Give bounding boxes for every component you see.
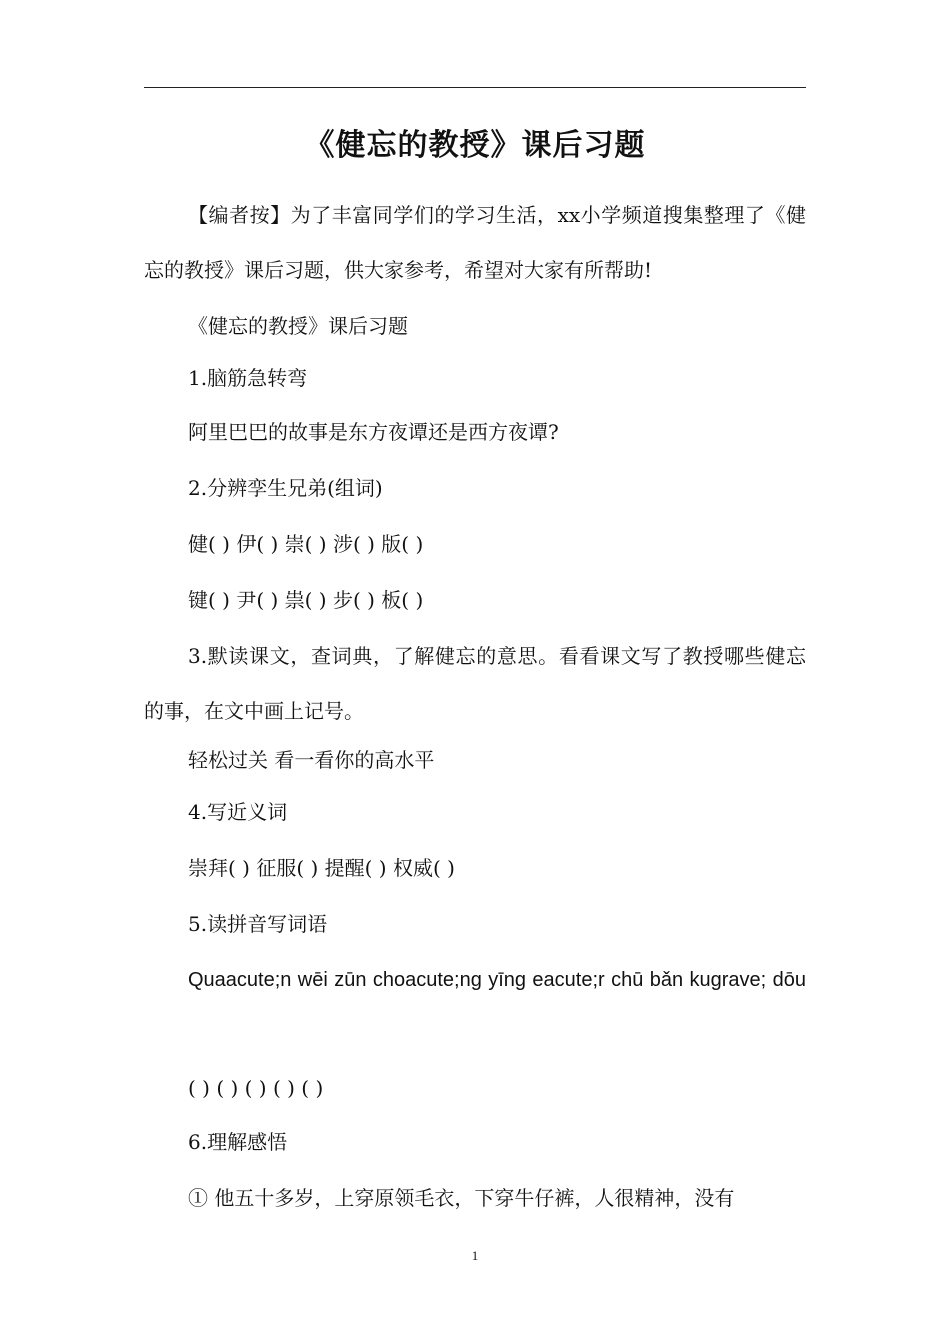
question-6-heading: 6.理解感悟 <box>188 1130 288 1154</box>
question-6-item-1: ① 他五十多岁，上穿原领毛衣，下穿牛仔裤，人很精神，没有 <box>188 1186 735 1210</box>
question-5-heading: 5.读拼音写词语 <box>188 912 328 936</box>
header-rule <box>144 87 806 88</box>
document-title: 《健忘的教授》课后习题 <box>304 128 646 163</box>
question-2-row-2: 键( ) 尹( ) 祟( ) 步( ) 板( ) <box>188 588 424 612</box>
question-4-heading: 4.写近义词 <box>188 800 288 824</box>
question-3: 3.默读课文，查词典，了解健忘的意思。看看课文写了教授哪些健忘的事，在文中画上记号。 <box>144 644 806 723</box>
question-4-text: 崇拜( ) 征服( ) 提醒( ) 权威( ) <box>188 856 455 880</box>
question-2-row-1: 健( ) 伊( ) 崇( ) 涉( ) 版( ) <box>188 532 424 556</box>
section-heading: 轻松过关 看一看你的高水平 <box>188 748 435 772</box>
editor-note: 【编者按】为了丰富同学们的学习生活，xx小学频道搜集整理了《健忘的教授》课后习题，供大家参考，希望对大家有所帮助! <box>144 203 806 282</box>
question-5-pinyin: Quaacute;n wēi zūn choacute;ng yīng eacute;r chū bǎn kugrave; dōu <box>188 969 806 991</box>
question-1-text: 阿里巴巴的故事是东方夜谭还是西方夜谭? <box>188 420 559 444</box>
page-number: 1 <box>471 1248 479 1263</box>
question-5-blanks: ( ) ( ) ( ) ( ) ( ) <box>188 1076 324 1100</box>
subtitle: 《健忘的教授》课后习题 <box>188 314 408 338</box>
question-1-heading: 1.脑筋急转弯 <box>188 366 308 390</box>
question-2-heading: 2.分辨孪生兄弟(组词) <box>188 476 383 500</box>
